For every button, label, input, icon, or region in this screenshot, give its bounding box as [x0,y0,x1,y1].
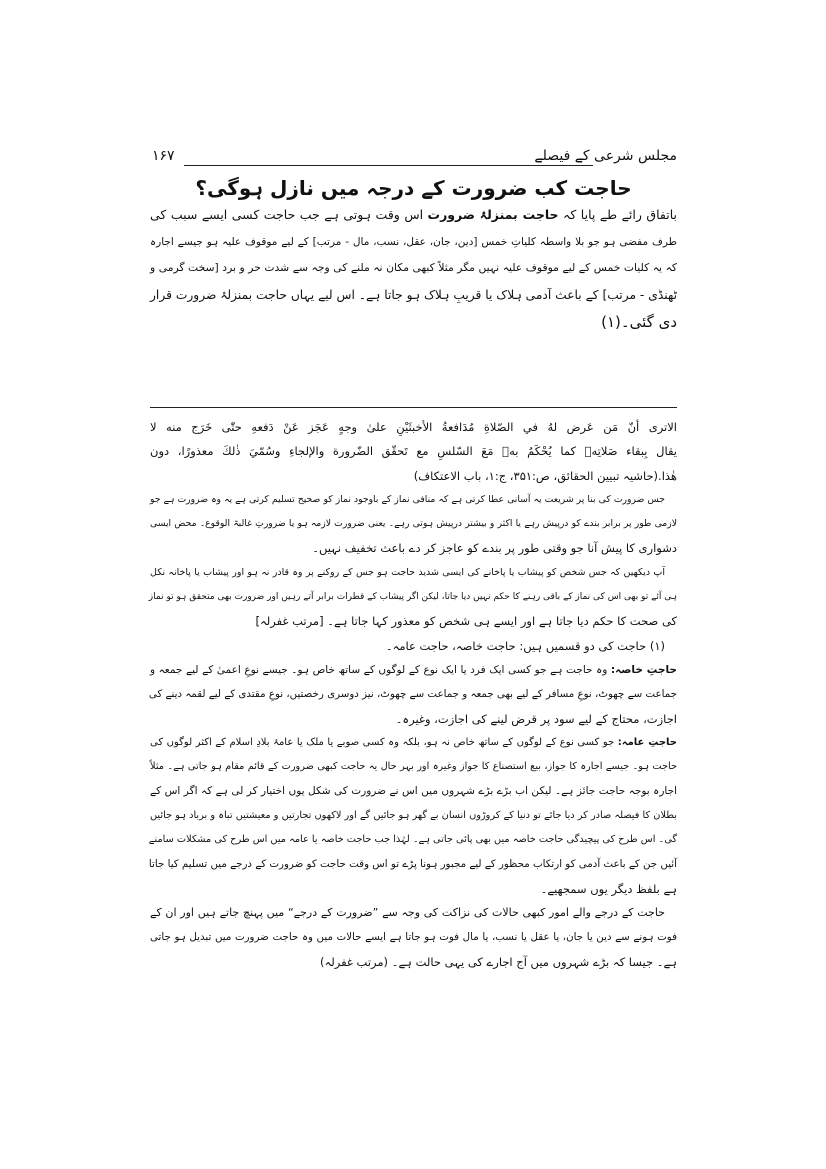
line-text: ٹھنڈی - مرتب] کے باعث آدمی ہلاک یا قریبِ ہلاک ہو جاتا ہے۔ اس لیے یہاں حاجت بمنزلۂ ضرورت قرار [150,288,677,303]
line-text: فوت ہونے سے دین یا جان، یا عقل یا نسب، یا مال فوت ہو جاتا ہے ایسے حالات میں وہ حاجت ضرورت میں تبدیل ہو جاتی [150,931,677,944]
body-line [150,309,677,336]
header-rule [184,165,593,166]
line-text: اجارہ بوجہ حاجت جائز ہے۔ لیکن اب بڑے بڑے شہروں میں اس نے ضرورت کی شکل یوں اختیار کر لی ہے کہ اگر اس کے [150,785,677,798]
body-line [150,202,677,229]
footnote-line [150,561,677,585]
line-text: کی صحت کا حکم دیا جاتا ہے اور ایسے ہی شخص کو معذور کہا جاتا ہے۔ [مرتب غفرلہ] [255,614,677,629]
line-text: کہ یہ کلیات خمس کے لیے موقوف علیہ نہیں مگر مثلاً کبھی مکان نہ ملنے کی وجہ سے شدت حر و برد [سخت گرمی و [150,261,677,275]
bold-term: حاجتِ عامہ: [617,736,677,748]
page-number: ۱۶۷ [152,148,175,164]
line-text: بطلان کا فیصلہ صادر کر دیا جائے تو دنیا کے کروڑوں انسان بے گھر ہو جائیں گے اور لاکھوں تجارتیں و معیشتیں تباہ و برباد ہو جائیں [150,809,677,821]
footnote-line [150,464,677,488]
footnote-line [150,901,677,925]
line-text: جو کسی نوع کے لوگوں کے ساتھ خاص نہ ہو، بلکہ وہ کسی صوبے یا ملک یا عامۂ بلادِ اسلام کے اکثر لوگوں کی [150,736,618,748]
body-line [150,282,677,309]
footnote-line [150,415,677,439]
footnote-line [150,439,677,463]
line-text: آئیں جن کے باعث آدمی کو ارتکاب محظور کے لیے مجبور ہونا پڑے تو اس وقت حاجت کو ضرورت کے درجے میں تسلیم کیا جاتا [148,858,677,871]
footnote-line [150,682,677,706]
line-text: حاجت ہو۔ جیسے اجارہ کا جواز، بیع استصناع کا جواز وغیرہ اور بہر حال یہ حاجت کبھی ضرورت کے قائم مقام ہو جاتی ہے۔ مثلاً [150,761,677,773]
line-text: طرف مفضی ہو جو بلا واسطہ کلیاتِ خمس [دین، جان، عقل، نسب، مال - مرتب] کے لیے موقوف علیہ ہو جیسے اجارہ [150,235,677,248]
footnote-line [150,925,677,949]
line-text: اس وقت ہوتی ہے جب حاجت کسی ایسے سبب کی [150,207,428,222]
footnote-rule [150,407,677,408]
running-header [150,148,677,172]
line-text: ہے بلفظ دیگر یوں سمجھیے۔ [540,881,677,896]
footnote-line [150,634,677,658]
bold-term: حاجتِ خاصہ: [610,663,677,676]
bold-term: حاجت بمنزلۂ ضرورت [427,207,559,222]
footnote-line [150,707,677,731]
body-line [150,229,677,256]
line-text: حاجت کے درجے والے امور کبھی حالات کی نزاکت کی وجہ سے ”ضرورت کے درجے“ میں پہنچ جاتے ہیں اور ان کے [150,905,665,919]
section-title: حاجت کب ضرورت کے درجہ میں نازل ہوگی؟ [195,176,632,200]
footnote-line [150,755,677,779]
footnote-line [150,852,677,876]
footnote-line [150,585,677,609]
line-text: وہ حاجت ہے جو کسی ایک فرد یا ایک نوع کے لوگوں کے ساتھ خاص ہو۔ جیسے نوعِ اعمیٰ کے لیے جمعہ و [150,663,611,676]
line-text: (۱) حاجت کی دو قسمیں ہیں: حاجت خاصہ، حاجت عامہ۔ [385,638,665,653]
line-text: يقال بِبقاء صَلاتِهٖ كما يُحْكَمُ بهٖ مَعَ السّلسِ مع تَحقّق الضّرورة والإلجاءِ وسُمّيَ ذٰلكَ معذورًا، دون [150,444,677,459]
line-text: باتفاق رائے طے پایا کہ [558,207,677,222]
footnote-line [150,779,677,803]
book-title: مجلس شرعی کے فیصلے [534,148,677,164]
line-text: جماعت سے چھوٹ، نوعِ مسافر کے لیے بھی جمعہ و جماعت سے چھوٹ، نیز دوسری رخصتیں، نوعِ مقتدی کے لیے لقمہ دینے کی [148,688,677,701]
main-text [150,202,677,335]
line-text: دی گئی۔(۱) [601,312,677,331]
line-text: گی۔ اس طرح کی پیچیدگی حاجت خاصہ میں بھی پائی جاتی ہے۔ لہٰذا جب حاجت خاصہ یا عامہ میں اس طرح کی مشکلات سامنے [148,834,677,846]
footnote-line [150,609,677,633]
line-text: الاترى أنّ مَن عَرض لهُ في الصّلاةِ مُدَافعةُ الأخبثَيْنِ علىٰ وجهٍ عَجَز عَنْ دَفعهِ حتّٰى خَرَج منه لا [150,420,677,434]
footnotes [150,415,677,974]
footnote-line [150,877,677,901]
footnote-line [150,731,677,755]
line-text: اجازت، محتاج کے لیے سود پر قرض لینے کی اجازت، وغیرہ۔ [395,711,677,726]
footnote-line [150,950,677,974]
line-text: هٰذا.(حاشیہ تبیین الحقائق، ص:۳۵۱، ج:۱، باب الاعتکاف) [413,468,677,483]
footnote-line [150,658,677,682]
line-text: دشواری کا پیش آنا جو وقتی طور پر بندے کو عاجز کر دے باعث تخفیف نہیں۔ [312,541,677,556]
footnote-line [150,828,677,852]
footnote-line [150,512,677,536]
line-text: ہے۔ جیسا کہ بڑے شہروں میں آج اجارے کی یہی حالت ہے۔ (مرتب غفرلہ) [320,954,677,969]
line-text: ہی آئے تو بھی اس کی نماز کے باقی رہنے کا حکم نہیں دیا جاتا، لیکن اگر پیشاب کے قطرات برابر آتے رہیں اور ضرورت بھی متحقق ہو تو نماز [148,592,677,603]
line-text: لازمی طور پر برابر بندے کو درپیش رہے یا اکثر و بیشتر درپیش ہوتی رہے۔ یعنی ضرورت لازمہ ہو یا ضرورتِ غالبۃ الوقوع۔ محض ایسی [150,518,677,530]
line-text: آپ دیکھیں کہ جس شخص کو پیشاب یا پاخانے کی ایسی شدید حاجت ہو جس کے روکنے پر وہ قادر نہ ہو اور پیشاب یا پاخانہ نکل [150,566,665,578]
footnote-line [150,804,677,828]
body-line [150,255,677,282]
footnote-line [150,488,677,512]
line-text: جس ضرورت کی بنا پر شریعت یہ آسانی عطا کرتی ہے کہ منافی نماز کے باوجود نماز کو صحیح تسلیم کرتی ہے یہ وہ ضرورت ہے جو [150,493,665,505]
footnote-line [150,536,677,560]
